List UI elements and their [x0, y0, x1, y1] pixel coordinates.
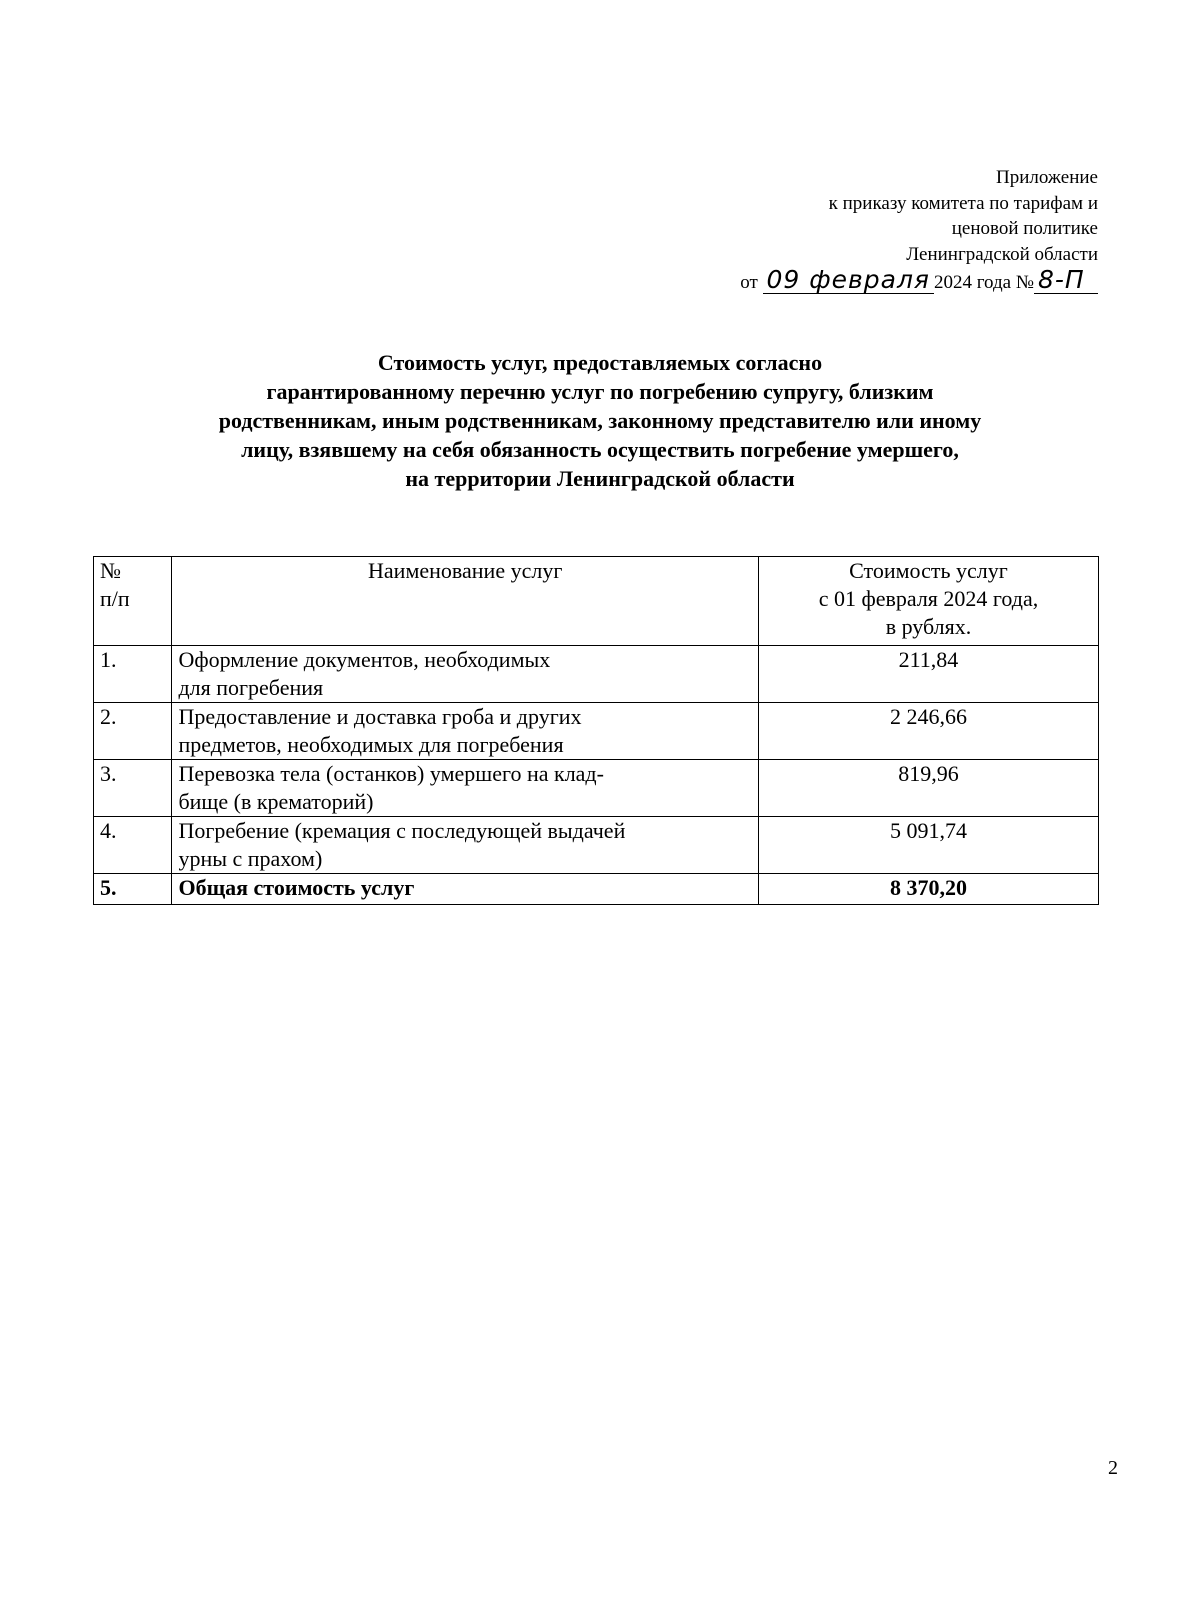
header-cost: Стоимость услуг с 01 февраля 2024 года, в рублях. [758, 557, 1098, 646]
table-row [94, 760, 1099, 817]
table-row [94, 703, 1099, 760]
order-reference [740, 267, 1098, 296]
title-line: родственникам, иным родственникам, законному представителю или иному [218, 408, 982, 433]
appendix-line: Приложение [996, 167, 1098, 188]
title-line: лицу, взявшему на себя обязанность осуществить погребение умершего, [241, 437, 959, 462]
row-number: 3. [94, 760, 172, 817]
row-service-name: Оформление документов, необходимых для погребения [172, 646, 759, 703]
order-year: 2024 года № [933, 272, 1034, 293]
appendix-block [740, 165, 1098, 296]
title-line: Стоимость услуг, предоставляемых согласно [377, 350, 823, 375]
table-header-row [94, 557, 1099, 646]
title-line: гарантированному перечню услуг по погребению супругу, близким [266, 379, 934, 404]
row-cost: 819,96 [758, 760, 1098, 817]
document-title [100, 348, 1100, 493]
row-cost: 211,84 [758, 646, 1098, 703]
row-service-name: Перевозка тела (останков) умершего на клад- бище (в крематорий) [172, 760, 759, 817]
row-cost: 5 091,74 [758, 817, 1098, 874]
row-service-name: Погребение (кремация с последующей выдачей урны с прахом) [172, 817, 759, 874]
appendix-line: к приказу комитета по тарифам и [828, 192, 1098, 214]
header-service-name: Наименование услуг [172, 557, 759, 646]
table-row [94, 817, 1099, 874]
row-number: 2. [94, 703, 172, 760]
header-number: № п/п [94, 557, 172, 646]
row-number: 4. [94, 817, 172, 874]
total-cost: 8 370,20 [758, 874, 1098, 905]
row-number: 1. [94, 646, 172, 703]
table-row [94, 646, 1099, 703]
services-cost-table [93, 556, 1099, 905]
appendix-line: Ленинградской области [906, 243, 1098, 265]
row-cost: 2 246,66 [758, 703, 1098, 760]
appendix-line: ценовой политике [951, 218, 1098, 239]
page-number: 2 [1108, 1457, 1118, 1479]
table-total-row [94, 874, 1099, 905]
row-service-name: Предоставление и доставка гроба и других предметов, необходимых для погребения [172, 703, 759, 760]
total-number: 5. [94, 874, 172, 905]
handwritten-order-date: 09 февраля [763, 267, 934, 294]
handwritten-order-number: 8-П [1034, 267, 1098, 294]
order-prefix: от [740, 272, 758, 293]
total-label: Общая стоимость услуг [172, 874, 759, 905]
title-line: на территории Ленинградской области [405, 466, 795, 491]
